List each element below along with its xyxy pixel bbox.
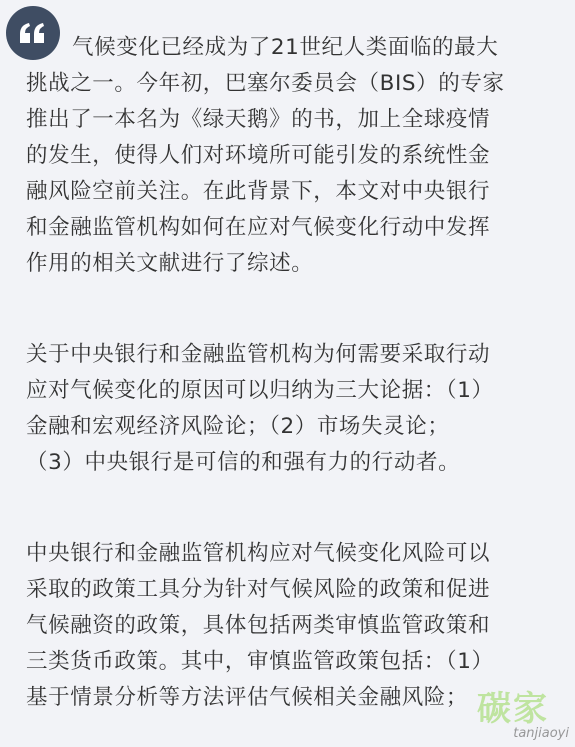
text-line: 中央银行和金融监管机构应对气候变化风险可以	[26, 541, 491, 566]
article-body	[26, 30, 554, 716]
text-line: 关于中央银行和金融监管机构为何需要采取行动	[26, 342, 491, 367]
text-line: 气候变化已经成为了21世纪人类面临的最大	[72, 35, 499, 60]
text-line: 应对气候变化的原因可以归纳为三大论据：（1）	[26, 378, 494, 403]
watermark-site: tanjiaoyi	[513, 726, 569, 741]
paragraph-policy-tools	[26, 536, 554, 716]
paragraph-reasons	[26, 337, 554, 481]
text-line: 的发生，使得人们对环境所可能引发的系统性金	[26, 143, 491, 168]
text-line: 气候融资的政策，具体包括两类审慎监管政策和	[26, 613, 491, 638]
text-line: 金融和宏观经济风险论；（2）市场失灵论；	[26, 414, 450, 439]
text-line: 融风险空前关注。在此背景下，本文对中央银行	[26, 179, 491, 204]
text-line: （3）中央银行是可信的和强有力的行动者。	[26, 450, 461, 475]
text-line: 采取的政策工具分为针对气候风险的政策和促进	[26, 577, 491, 602]
text-line: 推出了一本名为《绿天鹅》的书，加上全球疫情	[26, 107, 491, 132]
watermark-logo: 碳家	[477, 689, 549, 729]
paragraph-spacer	[26, 481, 554, 536]
paragraph-intro	[26, 30, 554, 282]
paragraph-spacer	[26, 282, 554, 337]
text-line: 和金融监管机构如何在应对气候变化行动中发挥	[26, 215, 491, 240]
text-line: 挑战之一。今年初，巴塞尔委员会（BIS）的专家	[26, 71, 505, 96]
text-line: 三类货币政策。其中，审慎监管政策包括：（1）	[26, 649, 494, 674]
text-line: 基于情景分析等方法评估气候相关金融风险；	[26, 685, 469, 710]
text-line: 作用的相关文献进行了综述。	[26, 251, 314, 276]
